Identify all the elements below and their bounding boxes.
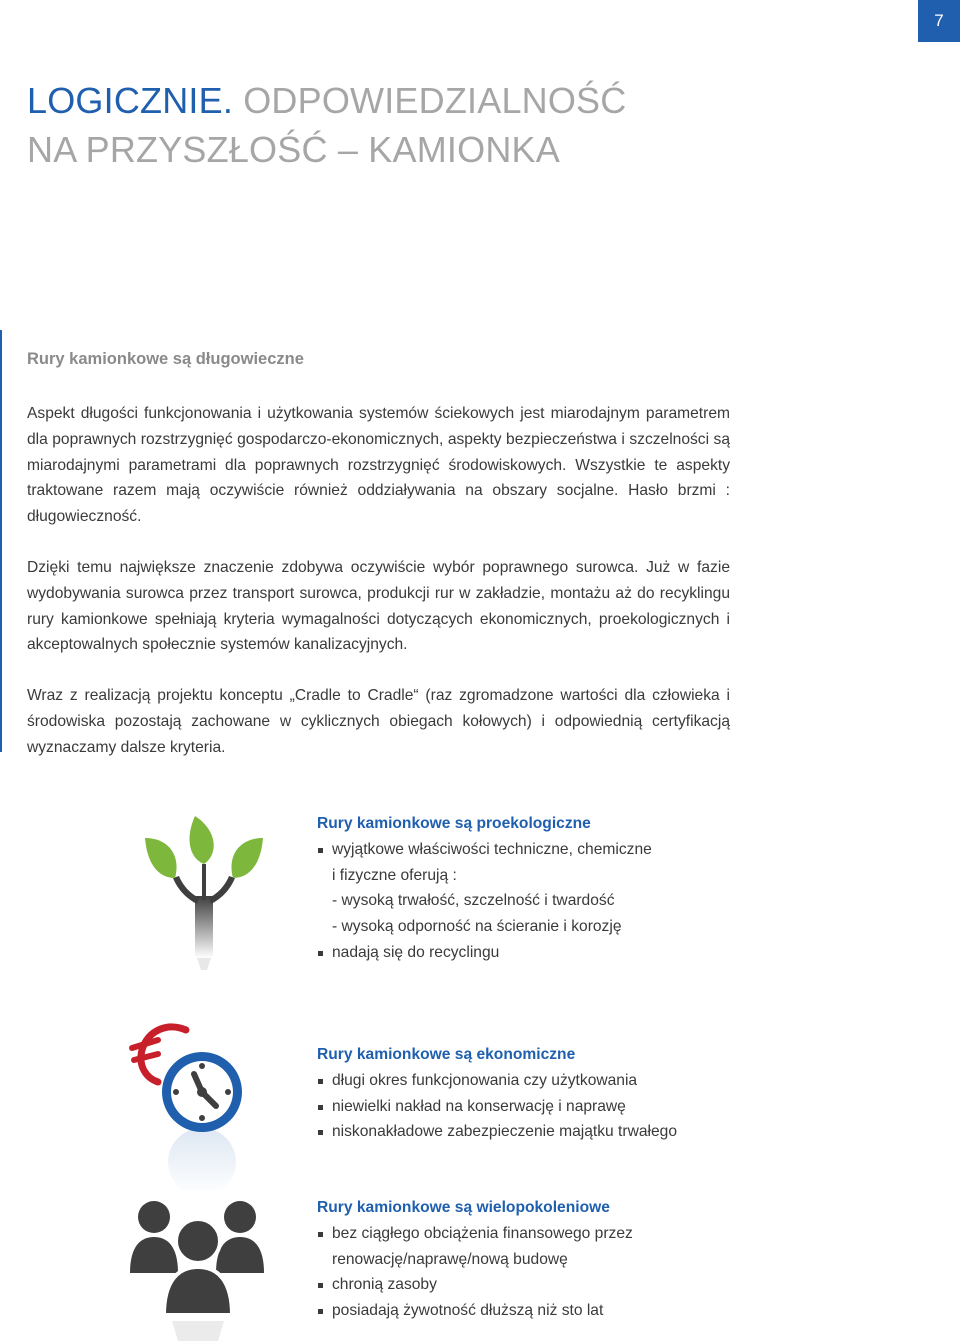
feature-heading-ecological: Rury kamionkowe są proekologiczne bbox=[317, 815, 591, 832]
paragraph-raw-material: Dzięki temu największe znaczenie zdobywa oczywiście wybór poprawnego surowca. Już w fazie wydobywania surowca przez transport surowca, produkcji rur w zakładzie, montażu aż do recyklingu rury kamionkowe spełniają kryteria wymagalności dotyczących ekonomicznych, proekologicznych i akceptowalnych społecznie systemów kanalizacyjnych. bbox=[27, 559, 730, 654]
feature-ecological bbox=[317, 811, 737, 966]
list-item: niskonakładowe zabezpieczenie majątku trwałego bbox=[317, 1119, 737, 1145]
list-item: posiadają żywotność dłuższą niż sto lat bbox=[317, 1298, 737, 1324]
title-line1-rest: ODPOWIEDZIALNOŚĆ bbox=[233, 80, 627, 121]
list-item: - wysoką odporność na ścieranie i korozję bbox=[332, 918, 622, 936]
feature-list-ecological bbox=[317, 837, 737, 966]
paragraph-cradle-to-cradle: Wraz z realizacją projektu konceptu „Cradle to Cradle“ (raz zgromadzone wartości dla człowieka i środowiska pozostają zachowane w cyklicznych obiegach kołowych) i odpowiednią certyfikacją wyznaczamy dalsze kryteria. bbox=[27, 687, 730, 756]
page-title bbox=[27, 76, 626, 174]
section-side-bar bbox=[0, 330, 2, 752]
feature-multigenerational bbox=[317, 1195, 737, 1324]
feature-list-multigenerational bbox=[317, 1221, 737, 1324]
list-item: bez ciągłego obciążenia finansowego przez bbox=[317, 1221, 737, 1247]
feature-list-economic bbox=[317, 1068, 737, 1145]
list-item: niewielki nakład na konserwację i naprawę bbox=[317, 1094, 737, 1120]
page-number: 7 bbox=[918, 0, 960, 42]
list-item: długi okres funkcjonowania czy użytkowania bbox=[317, 1068, 737, 1094]
list-item: wyjątkowe właściwości techniczne, chemiczne bbox=[317, 837, 737, 863]
paragraph-longevity: Aspekt długości funkcjonowania i użytkowania systemów ściekowych jest miarodajnym parametrem dla poprawnych rozstrzygnięć gospodarczo-ekonomicznych, aspekty bezpieczeństwa i szczelności są miarodajnymi parametrami dla poprawnych rozstrzygnięć środowiskowych. Wszystkie te aspekty traktowane razem mają oczywiście również oddziaływania na obszary socjalne. Hasło brzmi : długowieczność. bbox=[27, 405, 730, 526]
list-item: renowację/naprawę/nową budowę bbox=[332, 1250, 568, 1268]
title-line2: NA PRZYSZŁOŚĆ – KAMIONKA bbox=[27, 129, 560, 170]
euro-clock-icon bbox=[128, 1022, 246, 1190]
list-item: - wysoką trwałość, szczelność i twardość bbox=[332, 892, 615, 910]
list-item: i fizyczne oferują : bbox=[332, 866, 457, 884]
section-heading: Rury kamionkowe są długowieczne bbox=[27, 350, 304, 368]
tree-icon bbox=[145, 808, 263, 970]
list-item: nadają się do recyclingu bbox=[317, 940, 737, 966]
feature-economic bbox=[317, 1042, 737, 1145]
feature-heading-multigenerational: Rury kamionkowe są wielopokoleniowe bbox=[317, 1199, 610, 1216]
feature-heading-economic: Rury kamionkowe są ekonomiczne bbox=[317, 1046, 576, 1063]
people-icon bbox=[128, 1195, 270, 1343]
list-item: chronią zasoby bbox=[317, 1272, 737, 1298]
title-accent: LOGICZNIE. bbox=[27, 80, 234, 121]
